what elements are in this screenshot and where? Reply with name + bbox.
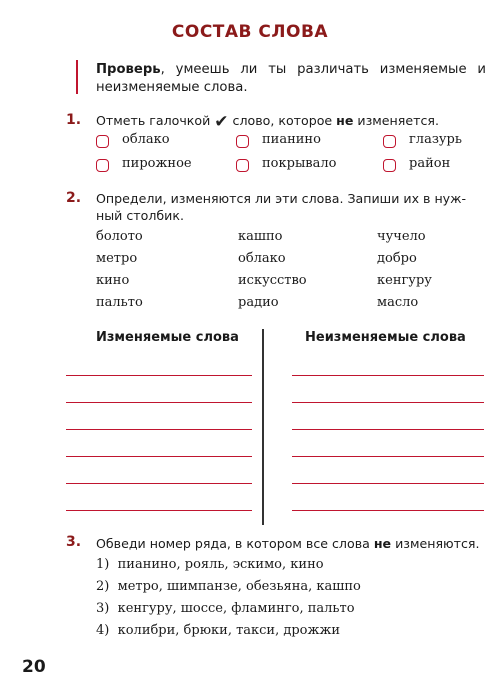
intro-text xyxy=(96,61,486,97)
column-header-left: Изменяемые слова xyxy=(96,330,239,345)
column-header-right: Неизменяемые слова xyxy=(305,330,466,345)
answer-line[interactable] xyxy=(66,402,252,403)
answer-line[interactable] xyxy=(292,429,484,430)
page-title: СОСТАВ СЛОВА xyxy=(171,22,329,42)
row-option[interactable] xyxy=(96,579,361,594)
option-label: покрывало xyxy=(262,156,337,171)
row-number[interactable]: 3) xyxy=(96,601,110,616)
row-option[interactable] xyxy=(96,601,355,616)
row-text: метро, шимпанзе, обезьяна, кашпо xyxy=(117,579,361,594)
row-text: пианино, рояль, эскимо, кино xyxy=(117,557,324,572)
task2-text-line1: Определи, изменяются ли эти слова. Запиши их в нуж- xyxy=(96,191,467,206)
answer-line[interactable] xyxy=(66,456,252,457)
word: облако xyxy=(238,251,286,266)
option-label: пирожное xyxy=(122,156,192,171)
task1-text-middle: слово, которое xyxy=(228,113,337,128)
answer-line[interactable] xyxy=(292,402,484,403)
word: кенгуру xyxy=(377,273,432,288)
task1-text-bold: не xyxy=(336,113,354,128)
checkmark-icon: ✔ xyxy=(214,112,229,132)
option-label: глазурь xyxy=(409,132,462,147)
intro-rest: , умеешь ли ты различать изменяемые и неизменяемые слова. xyxy=(96,62,486,95)
task3-text-bold: не xyxy=(373,536,392,551)
row-number[interactable]: 1) xyxy=(96,557,110,572)
word: масло xyxy=(377,295,419,310)
word: добро xyxy=(377,251,417,266)
task3-number: 3. xyxy=(66,534,82,550)
task1-text-after: изменяется. xyxy=(353,113,439,128)
row-number[interactable]: 2) xyxy=(96,579,110,594)
answer-line[interactable] xyxy=(292,456,484,457)
task3-instruction xyxy=(96,535,488,552)
row-text: кенгуру, шоссе, фламинго, пальто xyxy=(117,601,355,616)
row-text: колибри, брюки, такси, дрожжи xyxy=(117,623,341,638)
task1-text-before: Отметь галочкой xyxy=(96,113,215,128)
answer-line[interactable] xyxy=(66,429,252,430)
column-divider xyxy=(262,329,264,525)
word: чучело xyxy=(377,229,426,244)
option-checkbox[interactable] xyxy=(236,159,249,172)
row-option[interactable] xyxy=(96,623,340,638)
row-option[interactable] xyxy=(96,557,324,572)
option-label: район xyxy=(409,156,451,171)
word: искусство xyxy=(238,273,307,288)
answer-line[interactable] xyxy=(292,510,484,511)
option-checkbox[interactable] xyxy=(96,159,109,172)
answer-line[interactable] xyxy=(66,483,252,484)
task1-instruction xyxy=(96,112,486,132)
word: болото xyxy=(96,229,143,244)
word: метро xyxy=(96,251,138,266)
word: пальто xyxy=(96,295,143,310)
answer-line[interactable] xyxy=(292,375,484,376)
task2-text-line2: ный столбик. xyxy=(96,208,184,223)
task3-text-after: изменяются. xyxy=(391,536,480,551)
option-label: облако xyxy=(122,132,170,147)
task3-text-before: Обведи номер ряда, в котором все слова xyxy=(96,536,374,551)
answer-line[interactable] xyxy=(66,510,252,511)
option-checkbox[interactable] xyxy=(236,135,249,148)
answer-line[interactable] xyxy=(292,483,484,484)
task2-number: 2. xyxy=(66,190,82,206)
task2-instruction xyxy=(96,190,488,224)
intro-accent-bar xyxy=(76,60,78,94)
option-checkbox[interactable] xyxy=(383,135,396,148)
word: кашпо xyxy=(238,229,283,244)
option-checkbox[interactable] xyxy=(96,135,109,148)
word: радио xyxy=(238,295,279,310)
option-label: пианино xyxy=(262,132,321,147)
answer-line[interactable] xyxy=(66,375,252,376)
intro-bold: Проверь xyxy=(96,62,161,77)
word: кино xyxy=(96,273,130,288)
option-checkbox[interactable] xyxy=(383,159,396,172)
task1-number: 1. xyxy=(66,112,82,128)
row-number[interactable]: 4) xyxy=(96,623,110,638)
page-number: 20 xyxy=(22,657,46,677)
